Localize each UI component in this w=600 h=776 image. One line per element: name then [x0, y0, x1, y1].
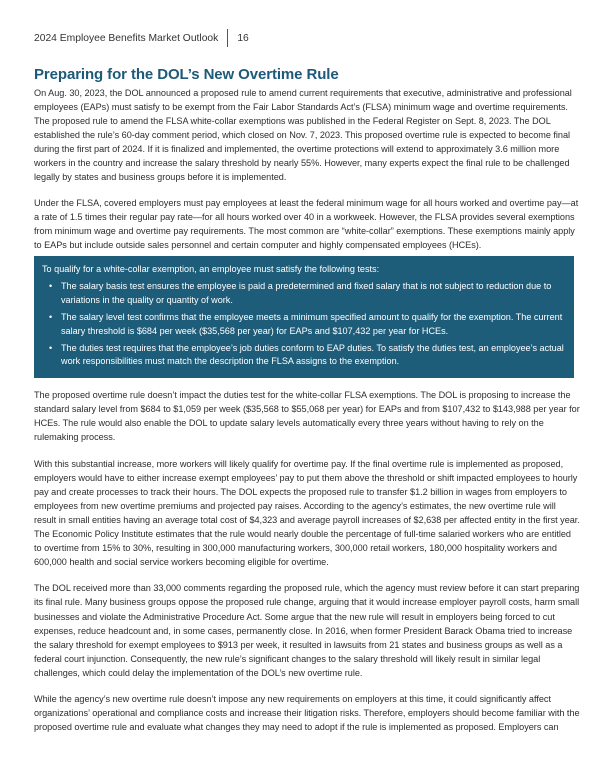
paragraph-comments: The DOL received more than 33,000 comments regarding the proposed rule, which the agency must review before it can start preparing its final rule. Many business groups oppose the proposed rule change, arguing that it would increase employer payroll costs, harm small businesses and violate the Administrative Procedure Act. Some argue that the new rule will result in employers being forced to cut expenses, reduce headcount and, in some cases, permanently close. In 2016, when former President Barack Obama tried to increase the salary threshold for exempt employees to $913 per week, it resulted in lawsuits from 21 states and business groups as well as a federal court injunction. Consequently, the new rule’s significant changes to the salary threshold will likely result in similar legal challenges, which could delay the implementation of the DOL’s new overtime rule.	[34, 583, 580, 678]
paragraph-salary-levels: The proposed overtime rule doesn’t impact the duties test for the white-collar FLSA exemptions. The DOL is proposing to increase the standard salary level from $684 to $1,059 per week ($35,568 to $55,068 per year) for EAPs and from $107,432 to $143,988 per year for HCEs. The rule would also enable the DOL to update salary levels automatically every three years without having to rely on the rulemaking process.	[34, 390, 580, 443]
article-body	[34, 86, 580, 747]
list-item-salary-basis-test: • The salary basis test ensures the employee is paid a predetermined and fixed salary that is not subject to reduction due to variations in the quality or quantity of work.	[49, 281, 552, 306]
list-item-duties-test: • The duties test requires that the employee’s job duties conform to EAP duties. To satisfy the duties test, an employee’s actual work responsibilities must match the description the FLSA assigns to the exemption.	[49, 342, 564, 367]
bullet-icon: •	[49, 342, 53, 353]
bullet-icon: •	[49, 281, 53, 292]
list-item-salary-level-test: • The salary level test confirms that the employee meets a minimum specified amount to qualify for the exemption. The current salary threshold is $684 per week ($35,568 per year) for EAPs and $107,432 per year for HCEs.	[49, 311, 563, 336]
tests-list	[42, 280, 566, 369]
bullet-icon: •	[49, 311, 53, 322]
paragraph-flsa: Under the FLSA, covered employers must pay employees at least the federal minimum wage for all hours worked and overtime pay—at a rate of 1.5 times their regular pay rate—for all hours worked over 40 in a workweek. However, the FLSA provides several exemptions from minimum wage and overtime pay requirements. The most common are “white-collar” exemptions. These exemptions mainly apply to EAPs but include outside sales personnel and certain computer and highly compensated employees (HCEs).	[34, 198, 579, 251]
page-number: 16	[237, 32, 249, 44]
paragraph-intro: On Aug. 30, 2023, the DOL announced a proposed rule to amend current requirements that executive, administrative and professional employees (EAPs) must satisfy to be exempt from the Fair Labor Standards Act’s (FLSA) minimum wage and overtime requirements. The proposed rule to amend the FLSA white-collar exemptions was published in the Federal Register on Sept. 8, 2023. The DOL established the rule’s 60-day comment period, which closed on Nov. 7, 2023. This proposed overtime rule is expected to become final during the first part of 2024. If it is finalized and implemented, the overtime protections will extend to approximately 3.6 million more workers in the country and increase the salary threshold by nearly 55%. However, many experts expect the final rule to be challenged legally by states and business groups before it is implemented.	[34, 87, 572, 182]
callout-intro: To qualify for a white-collar exemption, an employee must satisfy the following tests:	[42, 264, 380, 275]
publication-title: 2024 Employee Benefits Market Outlook	[34, 32, 219, 44]
header-divider	[227, 29, 228, 47]
paragraph-impact: With this substantial increase, more workers will likely qualify for overtime pay. If the final overtime rule is implemented as proposed, employers would have to either increase exempt employees’ pay to put them above the threshold or shift impacted employees to hourly pay and create processes to track their hours. The DOL expects the proposed rule to transfer $1.2 billion in wages from employers to employees from new overtime premiums and projected pay raises. According to the agency’s estimates, the new overtime rule will result in small entities having an average total cost of $4,323 and average payroll increases of $2,638 per affected entity in the first year. The Economic Policy Institute estimates that the rule would nearly double the percentage of full-time salaried workers who are entitled to overtime from 15% to 30%, resulting in 300,000 manufacturing workers, 300,000 retail workers, 180,000 hospitality workers and 600,000 health and social service workers becoming eligible for overtime.	[34, 458, 580, 567]
exemption-tests-callout	[34, 256, 574, 378]
page-header	[34, 29, 249, 47]
article-title: Preparing for the DOL’s New Overtime Rule	[34, 66, 339, 83]
paragraph-employer-guidance: While the agency’s new overtime rule doesn’t impose any new requirements on employers at this time, it could significantly affect organizations’ operational and compliance costs and increase their litigation risks. Therefore, employers should become familiar with the proposed overtime rule and evaluate what changes they may need to adopt if the rule is implemented as proposed. Employers can	[34, 694, 580, 733]
